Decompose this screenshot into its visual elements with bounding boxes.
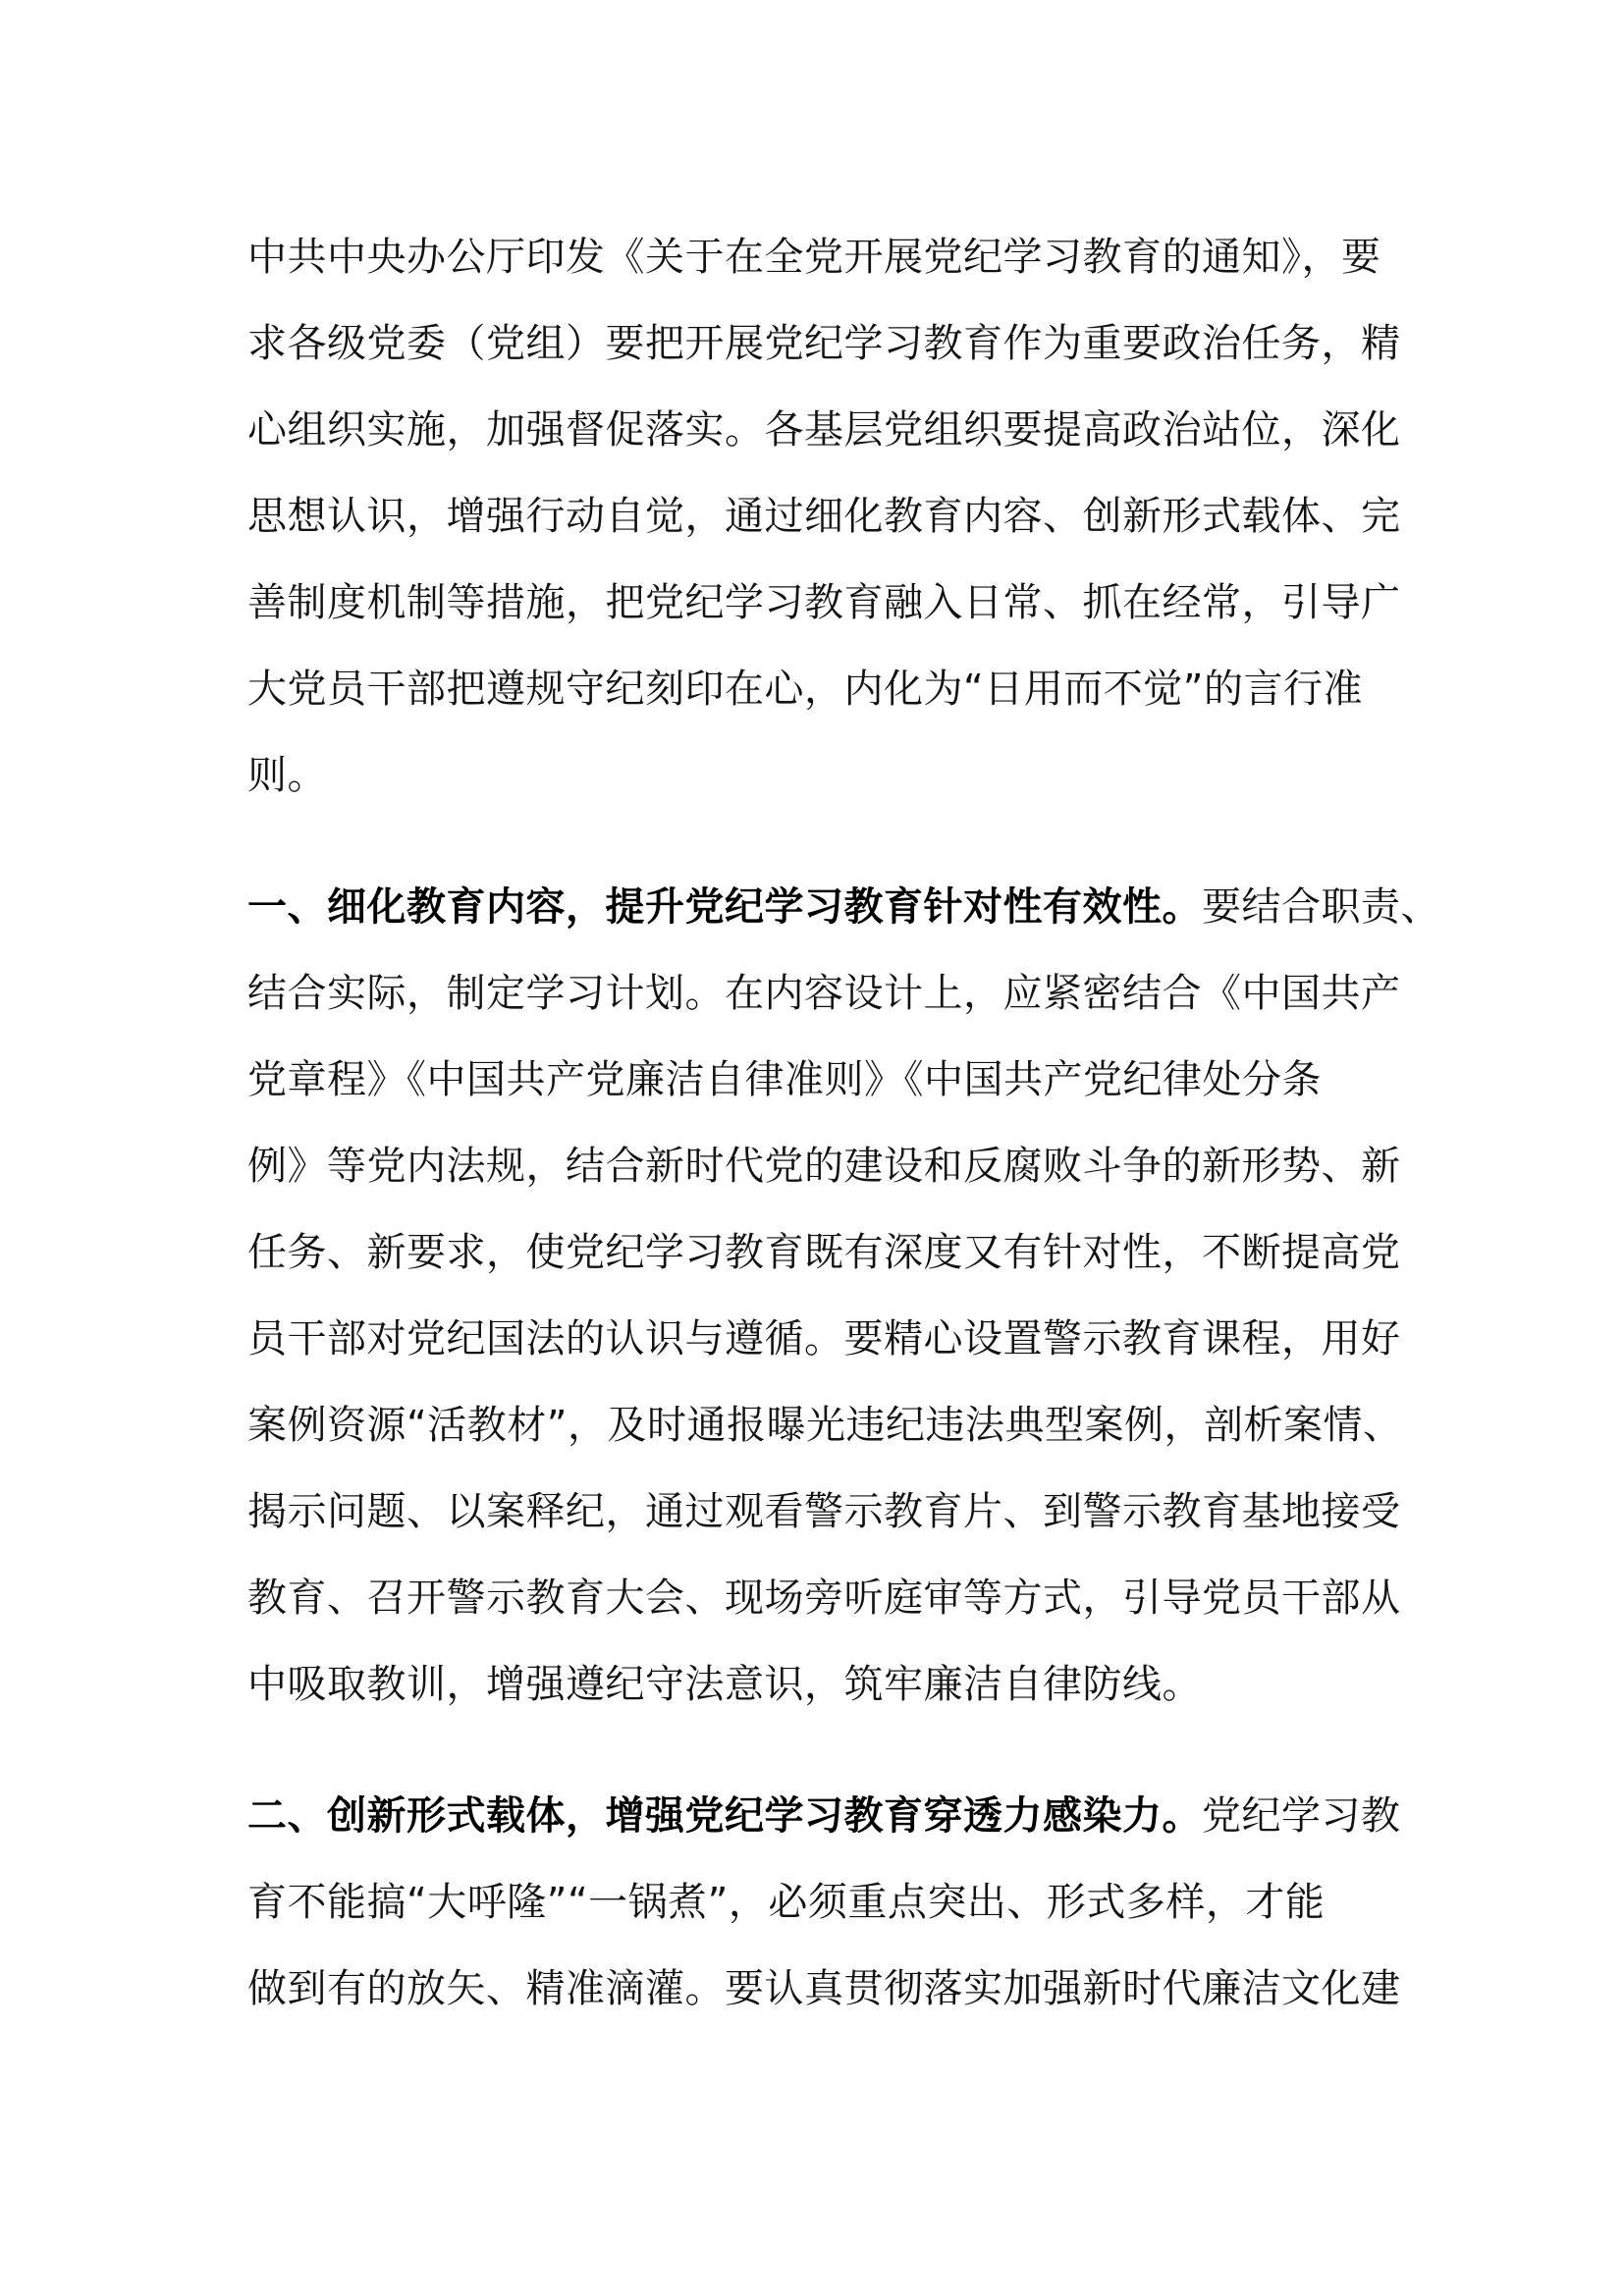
section-2-first-line-rest: 党纪学习教 [1202, 1793, 1401, 1839]
section-2-line-2: 育不能搞“大呼隆”“一锅煮”，必须重点突出、形式多样，才能 [247, 1880, 1326, 1925]
section-1-line-2: 结合实际，制定学习计划。在内容设计上，应紧密结合《中国共产 [247, 971, 1401, 1016]
section-1-line-10: 中吸取教训，增强遵纪守法意识，筑牢廉洁自律防线。 [247, 1662, 1202, 1707]
section-1-line-5: 任务、新要求，使党纪学习教育既有深度又有针对性，不断提高党 [247, 1230, 1401, 1275]
section-2-line-1 [247, 1773, 1401, 1859]
section-2-heading: 二、创新形式载体，增强党纪学习教育穿透力感染力。 [247, 1793, 1202, 1839]
section-2-line-3: 做到有的放矢、精准滴灌。要认真贯彻落实加强新时代廉洁文化建 [247, 1966, 1401, 2011]
section-1-line-6: 员干部对党纪国法的认识与遵循。要精心设置警示教育课程，用好 [247, 1316, 1401, 1362]
intro-line-6: 大党员干部把遵规守纪刻印在心，内化为“日用而不觉”的言行准 [247, 667, 1363, 712]
section-1-line-7: 案例资源“活教材”，及时通报曝光违纪违法典型案例，剖析案情、 [247, 1403, 1403, 1448]
section-1-first-line-rest: 要结合职责、 [1202, 884, 1440, 930]
intro-line-3: 心组织实施，加强督促落实。各基层党组织要提高政治站位，深化 [247, 407, 1401, 453]
intro-line-1: 中共中央办公厅印发《关于在全党开展党纪学习教育的通知》，要 [247, 235, 1381, 280]
intro-line-2: 求各级党委（党组）要把开展党纪学习教育作为重要政治任务，精 [247, 321, 1401, 366]
section-1-line-3: 党章程》《中国共产党廉洁自律准则》《中国共产党纪律处分条 [247, 1057, 1322, 1102]
intro-line-5: 善制度机制等措施，把党纪学习教育融入日常、抓在经常，引导广 [247, 580, 1401, 625]
section-1-heading: 一、细化教育内容，提升党纪学习教育针对性有效性。 [247, 884, 1202, 930]
section-1-line-4: 例》等党内法规，结合新时代党的建设和反腐败斗争的新形势、新 [247, 1144, 1401, 1189]
intro-line-4: 思想认识，增强行动自觉，通过细化教育内容、创新形式载体、完 [247, 494, 1401, 539]
intro-line-7: 则。 [247, 753, 327, 798]
section-1-line-1 [247, 864, 1440, 950]
section-1-line-8: 揭示问题、以案释纪，通过观看警示教育片、到警示教育基地接受 [247, 1489, 1401, 1534]
section-1-line-9: 教育、召开警示教育大会、现场旁听庭审等方式，引导党员干部从 [247, 1575, 1401, 1621]
